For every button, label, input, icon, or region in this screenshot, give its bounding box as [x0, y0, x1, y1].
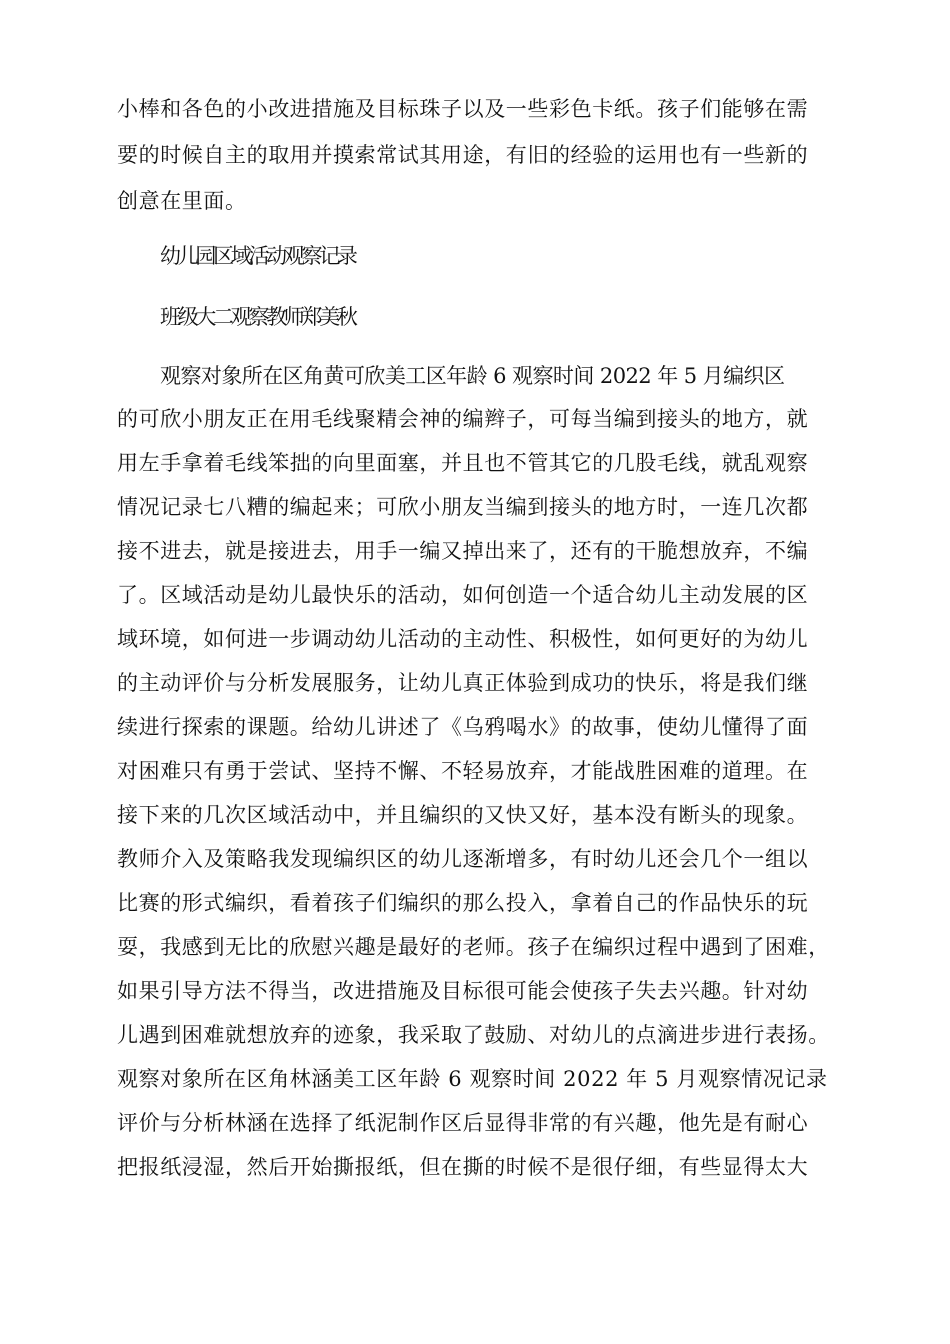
body-text-line: 教师介入及策略我发现编织区的幼儿逐渐增多，有时幼儿还会几个一组以 — [117, 847, 809, 871]
body-text-line: 的可欣小朋友正在用毛线聚精会神的编辫子，可每当编到接头的地方，就 — [117, 407, 809, 431]
body-text-line: 小棒和各色的小改进措施及目标珠子以及一些彩色卡纸。孩子们能够在需 — [117, 97, 809, 121]
body-text-line: 比赛的形式编织，看着孩子们编织的那么投入，拿着自己的作品快乐的玩 — [117, 891, 809, 915]
body-text-line: 用左手拿着毛线笨拙的向里面塞，并且也不管其它的几股毛线，就乱观察 — [117, 451, 809, 475]
body-text-line: 接下来的几次区域活动中，并且编织的又快又好，基本没有断头的现象。 — [117, 803, 809, 827]
body-text-line: 如果引导方法不得当，改进措施及目标很可能会使孩子失去兴趣。针对幼 — [117, 979, 809, 1003]
body-text-line: 观察对象所在区角林涵美工区年龄 6 观察时间 2022 年 5 月观察情况记录 — [117, 1067, 828, 1091]
body-text-line: 创意在里面。 — [117, 189, 247, 213]
body-text-line: 评价与分析林涵在选择了纸泥制作区后显得非常的有兴趣，他先是有耐心 — [117, 1111, 809, 1135]
body-text-line: 把报纸浸湿，然后开始撕报纸，但在撕的时候不是很仔细，有些显得太大 — [117, 1155, 809, 1179]
body-text-line: 的主动评价与分析发展服务，让幼儿真正体验到成功的快乐，将是我们继 — [117, 671, 809, 695]
body-text-line: 了。区域活动是幼儿最快乐的活动，如何创造一个适合幼儿主动发展的区 — [117, 583, 809, 607]
body-text-line: 续进行探索的课题。给幼儿讲述了《乌鸦喝水》的故事，使幼儿懂得了面 — [117, 715, 809, 739]
class-teacher-line: 班级大二观察教师郑美秋 — [160, 305, 355, 329]
body-text-line: 情况记录七八糟的编起来；可欣小朋友当编到接头的地方时，一连几次都 — [117, 495, 809, 519]
body-text-line: 接不进去，就是接进去，用手一编又掉出来了，还有的干脆想放弃，不编 — [117, 539, 809, 563]
body-text-line: 域环境，如何进一步调动幼儿活动的主动性、积极性，如何更好的为幼儿 — [117, 627, 809, 651]
body-text-line: 观察对象所在区角黄可欣美工区年龄 6 观察时间 2022 年 5 月编织区 — [160, 364, 785, 388]
section-title: 幼儿园区域活动观察记录 — [160, 244, 355, 268]
body-text-line: 耍，我感到无比的欣慰兴趣是最好的老师。孩子在编织过程中遇到了困难， — [117, 935, 830, 959]
body-text-line: 儿遇到困难就想放弃的迹象，我采取了鼓励、对幼儿的点滴进步进行表扬。 — [117, 1023, 830, 1047]
body-text-line: 要的时候自主的取用并摸索常试其用途，有旧的经验的运用也有一些新的 — [117, 143, 809, 167]
body-text-line: 对困难只有勇于尝试、坚持不懈、不轻易放弃，才能战胜困难的道理。在 — [117, 759, 809, 783]
